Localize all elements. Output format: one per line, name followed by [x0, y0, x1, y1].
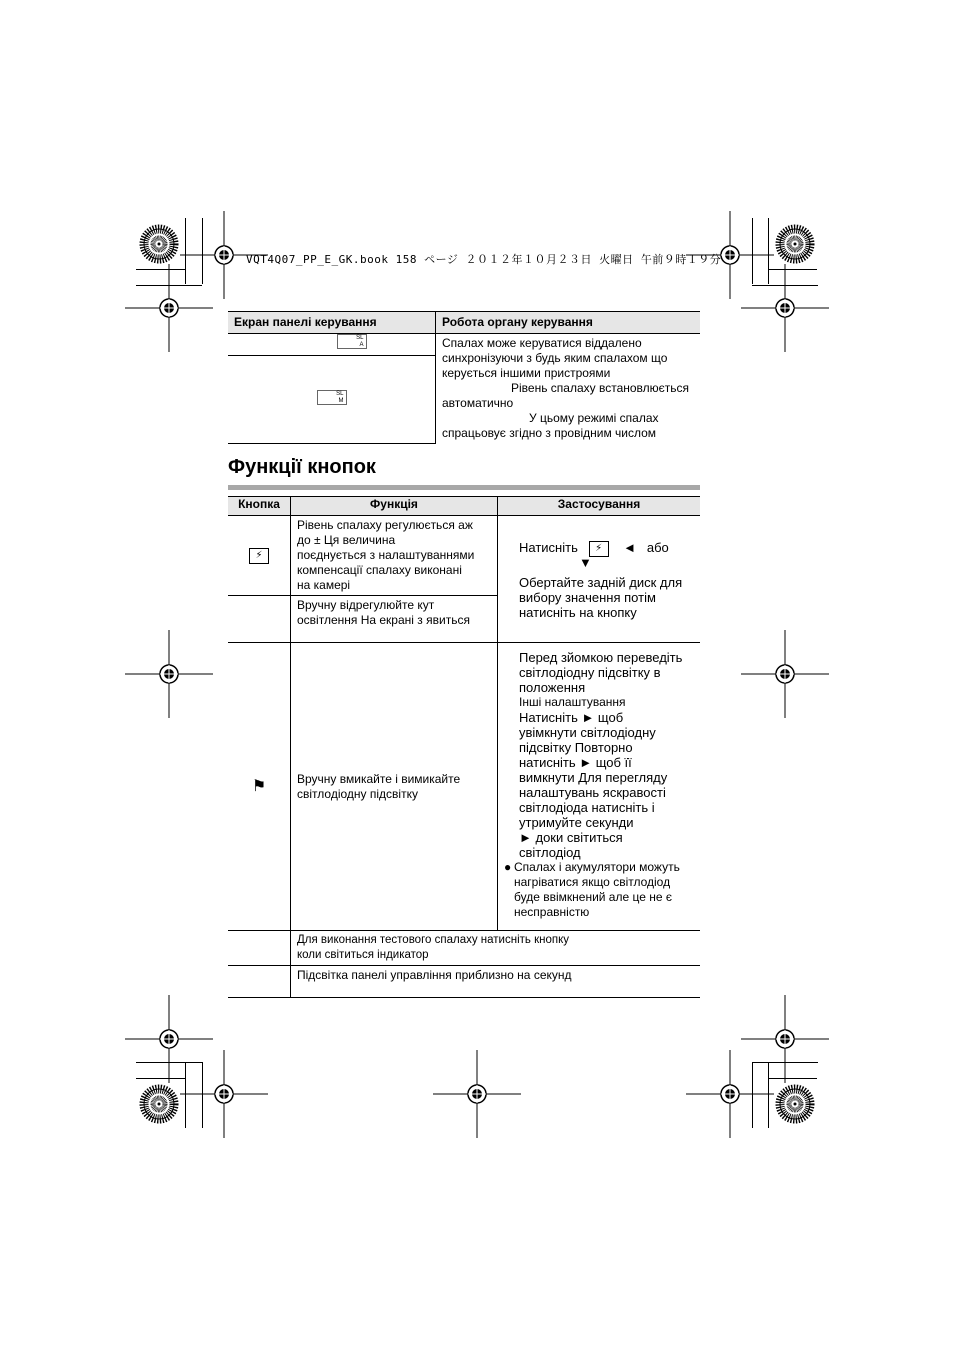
bullet-line: нагріватися якщо світлодіод	[514, 875, 671, 889]
led-light-icon: ⚑	[251, 777, 267, 795]
app-line: світлодіодну підсвітку в	[519, 665, 661, 680]
bullet-line: Спалах і акумулятори можуть	[514, 860, 680, 874]
app-line: ► доки світиться	[519, 830, 623, 845]
app-line: світлодіода натисніть і	[519, 800, 655, 815]
panel-screen-manual	[317, 390, 347, 405]
flash-compensation-icon: ⚡	[249, 548, 269, 564]
control-panel-table	[228, 311, 700, 444]
app-line: положення	[519, 680, 586, 695]
app-line: налаштувань яскравості	[519, 785, 666, 800]
screen-bottom-label: A	[359, 342, 364, 348]
function-line: компенсації спалаху виконані	[297, 563, 462, 577]
test-flash-line: Для виконання тестового спалаху натисніть кнопку	[297, 934, 569, 946]
function-line: Вручну вмикайте і вимикайте	[297, 771, 461, 786]
function-line: світлодіодну підсвітку	[297, 786, 418, 801]
app-press-line	[519, 540, 694, 557]
function-line: на камері	[297, 578, 351, 592]
flash-compensation-icon: ⚡	[589, 541, 609, 557]
screen-top-label: SL	[356, 335, 364, 341]
down-arrow-icon: ▼	[579, 554, 592, 570]
section-title-bar	[228, 485, 700, 490]
bullet-line: несправністю	[514, 905, 590, 919]
app-line: натисніть ► щоб її	[519, 755, 632, 770]
desc-line: керується іншими пристроями	[442, 366, 611, 380]
app-line: Інші налаштування	[519, 695, 626, 709]
app-line: підсвітку Повторно	[519, 740, 633, 755]
function-line: поєднується з налаштуваннями	[297, 548, 475, 562]
desc-line: синхронізуючи з будь яким спалахом що	[442, 351, 668, 365]
col-header-application: Застосування	[498, 497, 701, 516]
screen-top-label: SL	[336, 390, 344, 397]
desc-line: спрацьовує згідно з провідним числом	[442, 426, 657, 440]
desc-line: У цьому режимі спалах	[529, 411, 659, 425]
app-press-text: Натисніть	[519, 540, 578, 555]
function-line: Вручну відрегулюйте кут	[297, 598, 435, 612]
section-title: Функції кнопок	[228, 456, 376, 478]
col-header-button: Кнопка	[228, 497, 291, 516]
bullet-line: буде ввімкнений але це не є	[514, 890, 672, 904]
backlight-line: Підсвітка панелі управління приблизно на секунд	[297, 968, 572, 982]
test-flash-line: коли світиться індикатор	[297, 949, 429, 961]
panel-screen-auto	[337, 334, 367, 349]
left-arrow-icon: ◄	[623, 540, 637, 555]
app-line: Перед зйомкою переведіть	[519, 650, 683, 665]
app-line: вимкнути Для перегляду	[519, 770, 668, 785]
desc-line: автоматично	[442, 396, 514, 410]
function-line: Рівень спалаху регулюється аж	[297, 518, 473, 532]
function-line: освітлення На екрані з явиться	[297, 613, 470, 627]
col-header-function: Функція	[291, 497, 498, 516]
app-line: Натисніть ► щоб	[519, 710, 624, 725]
function-line: до ± Ця величина	[297, 533, 396, 547]
screen-bottom-label: M	[338, 397, 344, 404]
app-line: світлодіод	[519, 845, 581, 860]
col-header-operation: Робота органу керування	[436, 312, 701, 334]
bullet-note: ● Спалах і акумулятори можуть нагріватися якщо світлодіод буде ввімкнений але це не є несправністю	[504, 860, 680, 919]
app-line: утримуйте секунди	[519, 815, 634, 830]
app-or-text: або	[646, 540, 669, 555]
desc-line: Спалах може керуватися віддалено	[442, 336, 642, 350]
app-line: вибору значення потім	[519, 589, 656, 605]
button-functions-table	[228, 496, 700, 998]
book-header: VQT4Q07_PP_E_GK.book 158 ページ ２０１２年１０月２３日 火曜日 午前９時１９分	[246, 253, 722, 266]
app-line: увімкнути світлодіодну	[519, 725, 656, 740]
app-line: натисніть на кнопку	[519, 604, 637, 620]
col-header-screen: Екран панелі керування	[228, 312, 436, 334]
app-line: Обертайте задній диск для	[519, 574, 683, 590]
desc-line: Рівень спалаху встановлюється	[511, 381, 690, 395]
